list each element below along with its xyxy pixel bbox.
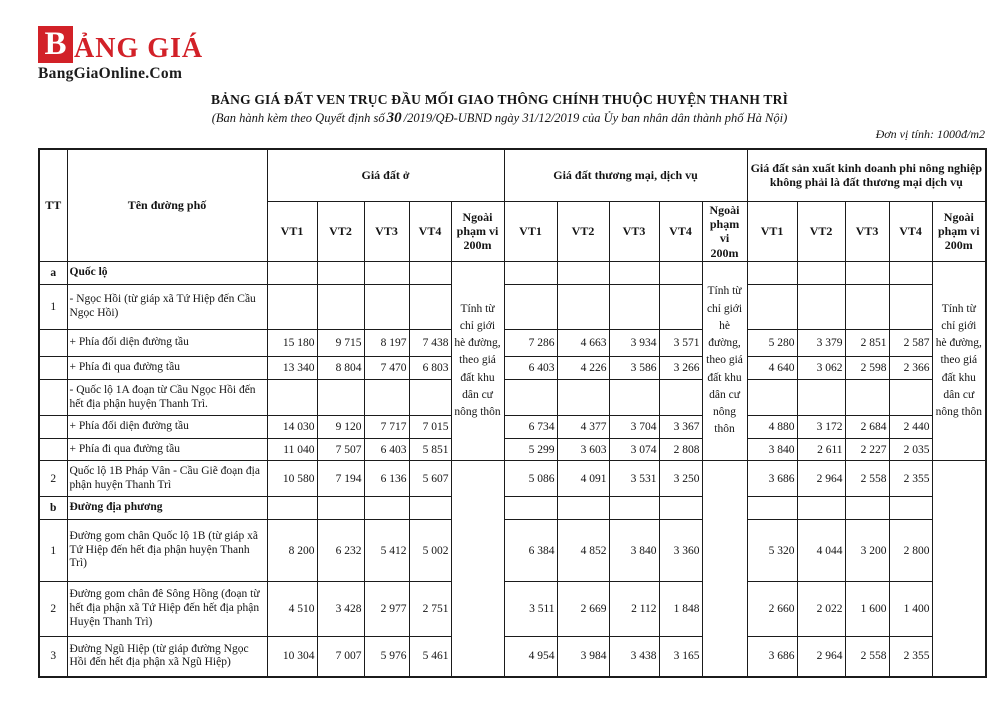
- header-street-name: Tên đường phố: [67, 149, 267, 262]
- row-name: - Ngọc Hồi (từ giáp xã Tứ Hiệp đến Cầu Ngọc Hồi): [67, 285, 267, 330]
- row-tt: [39, 416, 67, 439]
- row-value: 1 400: [889, 582, 932, 637]
- table-row: [39, 520, 986, 582]
- row-value: [267, 262, 317, 285]
- row-value: 7 438: [409, 330, 451, 357]
- row-value: 7 470: [364, 357, 409, 380]
- row-value: 3 984: [557, 637, 609, 677]
- row-tt: [39, 380, 67, 416]
- row-tt: [39, 439, 67, 461]
- row-name: Đường địa phương: [67, 497, 267, 520]
- row-value: 3 379: [797, 330, 845, 357]
- row-value: 2 684: [845, 416, 889, 439]
- row-value: 3 200: [845, 520, 889, 582]
- header-outside-200m: Ngoài phạm vi 200m: [932, 201, 986, 262]
- row-value: 2 440: [889, 416, 932, 439]
- row-tt: a: [39, 262, 67, 285]
- row-value: [659, 380, 702, 416]
- row-value: 8 197: [364, 330, 409, 357]
- header-vt4: VT4: [659, 201, 702, 262]
- document-subtitle: [0, 110, 999, 127]
- logo-site-url: BangGiaOnline.Com: [38, 65, 183, 82]
- row-value: 4 510: [267, 582, 317, 637]
- row-value: 2 977: [364, 582, 409, 637]
- row-value: 3 428: [317, 582, 364, 637]
- row-value: 2 660: [747, 582, 797, 637]
- row-value: 2 808: [659, 439, 702, 461]
- row-value: [609, 262, 659, 285]
- row-value: 2 800: [889, 520, 932, 582]
- row-name: Đường gom chân đê Sông Hồng (đoạn từ hết địa phận xã Tứ Hiệp đến hết địa phận Huyện Thanh Trì): [67, 582, 267, 637]
- row-value: 2 035: [889, 439, 932, 461]
- row-value: 6 403: [504, 357, 557, 380]
- row-tt: 1: [39, 520, 67, 582]
- row-value: 5 976: [364, 637, 409, 677]
- row-name: + Phía đối diện đường tầu: [67, 416, 267, 439]
- row-tt: [39, 357, 67, 380]
- decree-number: 30: [386, 110, 402, 126]
- row-value: [557, 285, 609, 330]
- row-value: [557, 380, 609, 416]
- row-tt: b: [39, 497, 67, 520]
- row-value: 2 851: [845, 330, 889, 357]
- row-value: 2 355: [889, 461, 932, 497]
- header-tt: TT: [39, 149, 67, 262]
- unit-note: Đơn vị tính: 1000đ/m2: [875, 127, 985, 141]
- row-value: 6 734: [504, 416, 557, 439]
- row-value: 13 340: [267, 357, 317, 380]
- header-vt2: VT2: [797, 201, 845, 262]
- row-value: [409, 497, 451, 520]
- row-name: - Quốc lộ 1A đoạn từ Cầu Ngọc Hồi đến hết địa phận huyện Thanh Trì.: [67, 380, 267, 416]
- row-value: 2 355: [889, 637, 932, 677]
- row-value: 2 964: [797, 637, 845, 677]
- row-value: 5 412: [364, 520, 409, 582]
- header-outside-200m: Ngoài phạm vi 200m: [702, 201, 747, 262]
- row-name: + Phía đi qua đường tầu: [67, 439, 267, 461]
- row-value: 3 062: [797, 357, 845, 380]
- row-value: 15 180: [267, 330, 317, 357]
- row-value: 3 438: [609, 637, 659, 677]
- row-value: 8 804: [317, 357, 364, 380]
- row-value: 4 091: [557, 461, 609, 497]
- row-value: 4 852: [557, 520, 609, 582]
- row-value: [659, 262, 702, 285]
- header-outside-200m: Ngoài phạm vi 200m: [451, 201, 504, 262]
- row-value: 7 286: [504, 330, 557, 357]
- row-value: 5 086: [504, 461, 557, 497]
- row-value: [845, 497, 889, 520]
- table-row-section-b: [39, 497, 986, 520]
- header-vt1: VT1: [267, 201, 317, 262]
- row-value: [364, 497, 409, 520]
- row-value: [504, 497, 557, 520]
- outside-note: Tính từ chỉ giới hè đường, theo giá đất khu dân cư nông thôn: [451, 262, 504, 461]
- row-value: 4 954: [504, 637, 557, 677]
- row-name: + Phía đi qua đường tầu: [67, 357, 267, 380]
- row-value: [364, 380, 409, 416]
- subtitle-prefix: (Ban hành kèm theo Quyết định số: [211, 111, 385, 125]
- table-row: [39, 637, 986, 677]
- row-value: 14 030: [267, 416, 317, 439]
- row-value: [889, 380, 932, 416]
- row-value: 7 717: [364, 416, 409, 439]
- row-value: 3 603: [557, 439, 609, 461]
- row-value: 3 511: [504, 582, 557, 637]
- row-value: 9 715: [317, 330, 364, 357]
- row-name: + Phía đối diện đường tầu: [67, 330, 267, 357]
- row-tt: [39, 330, 67, 357]
- row-value: 3 172: [797, 416, 845, 439]
- row-value: [267, 380, 317, 416]
- row-value: [797, 285, 845, 330]
- row-value: [889, 285, 932, 330]
- header-vt1: VT1: [747, 201, 797, 262]
- row-value: [609, 497, 659, 520]
- row-value: 11 040: [267, 439, 317, 461]
- row-value: [557, 497, 609, 520]
- row-value: 2 227: [845, 439, 889, 461]
- row-value: 2 598: [845, 357, 889, 380]
- row-value: [609, 285, 659, 330]
- outside-note: Tính từ chỉ giới hè đường, theo giá đất khu dân cư nông thôn: [932, 262, 986, 461]
- row-value: [409, 285, 451, 330]
- row-value: [504, 262, 557, 285]
- row-value: [889, 262, 932, 285]
- table-row: [39, 357, 986, 380]
- row-value: 5 461: [409, 637, 451, 677]
- row-value: [845, 285, 889, 330]
- table-row: [39, 461, 986, 497]
- row-value: 3 934: [609, 330, 659, 357]
- row-value: 2 964: [797, 461, 845, 497]
- row-value: 2 112: [609, 582, 659, 637]
- row-value: 2 587: [889, 330, 932, 357]
- row-value: 8 200: [267, 520, 317, 582]
- row-value: 3 840: [747, 439, 797, 461]
- header-vt2: VT2: [317, 201, 364, 262]
- row-name: Quốc lộ 1B Pháp Vân - Cầu Giẽ đoạn địa phận huyện Thanh Trì: [67, 461, 267, 497]
- row-value: 1 600: [845, 582, 889, 637]
- document-title: BẢNG GIÁ ĐẤT VEN TRỤC ĐẦU MỐI GIAO THÔNG CHÍNH THUỘC HUYỆN THANH TRÌ: [210, 92, 789, 107]
- row-tt: 2: [39, 582, 67, 637]
- row-value: 3 840: [609, 520, 659, 582]
- row-value: [317, 497, 364, 520]
- row-value: 7 507: [317, 439, 364, 461]
- outside-empty-cell: [451, 461, 504, 677]
- land-price-table: [38, 148, 987, 678]
- row-value: 3 074: [609, 439, 659, 461]
- row-value: 2 751: [409, 582, 451, 637]
- row-value: 5 320: [747, 520, 797, 582]
- row-name: Đường Ngũ Hiệp (từ giáp đường Ngọc Hồi đến hết địa phận xã Ngũ Hiệp): [67, 637, 267, 677]
- row-value: [504, 285, 557, 330]
- row-value: 6 136: [364, 461, 409, 497]
- row-value: 10 304: [267, 637, 317, 677]
- row-value: 3 531: [609, 461, 659, 497]
- row-value: 3 571: [659, 330, 702, 357]
- row-value: [845, 380, 889, 416]
- row-value: 7 194: [317, 461, 364, 497]
- header-vt2: VT2: [557, 201, 609, 262]
- row-value: 3 704: [609, 416, 659, 439]
- subtitle-suffix: /2019/QĐ-UBND ngày 31/12/2019 của Ủy ban nhân dân thành phố Hà Nội): [403, 111, 788, 125]
- table-row: [39, 439, 986, 461]
- table-row: [39, 330, 986, 357]
- table-row: [39, 285, 986, 330]
- logo-wordmark: [38, 26, 228, 63]
- row-tt: 2: [39, 461, 67, 497]
- logo-b-icon: B: [38, 26, 73, 63]
- row-value: 4 377: [557, 416, 609, 439]
- header-vt3: VT3: [364, 201, 409, 262]
- row-value: 2 558: [845, 637, 889, 677]
- row-value: [557, 262, 609, 285]
- header-vt3: VT3: [609, 201, 659, 262]
- row-value: [267, 285, 317, 330]
- table-row-section-a: [39, 262, 986, 285]
- row-value: 6 232: [317, 520, 364, 582]
- row-value: [747, 285, 797, 330]
- row-value: 6 803: [409, 357, 451, 380]
- row-value: [747, 380, 797, 416]
- row-value: 2 366: [889, 357, 932, 380]
- row-value: 4 226: [557, 357, 609, 380]
- row-value: 3 266: [659, 357, 702, 380]
- outside-empty-cell: [702, 461, 747, 677]
- row-value: [409, 380, 451, 416]
- row-value: 5 607: [409, 461, 451, 497]
- row-value: 2 022: [797, 582, 845, 637]
- row-value: 4 044: [797, 520, 845, 582]
- row-value: 5 280: [747, 330, 797, 357]
- header-vt4: VT4: [889, 201, 932, 262]
- row-value: [659, 285, 702, 330]
- outside-empty-cell: [932, 461, 986, 677]
- row-value: [845, 262, 889, 285]
- table-row: [39, 582, 986, 637]
- row-value: 3 165: [659, 637, 702, 677]
- row-value: [409, 262, 451, 285]
- header-vt3: VT3: [845, 201, 889, 262]
- table-row: [39, 416, 986, 439]
- row-value: 7 007: [317, 637, 364, 677]
- row-value: 2 611: [797, 439, 845, 461]
- row-name: Đường gom chân Quốc lộ 1B (từ giáp xã Tứ Hiệp đến hết địa phận huyện Thanh Trì): [67, 520, 267, 582]
- row-value: [317, 380, 364, 416]
- outside-note: Tính từ chỉ giới hè đường, theo giá đất khu dân cư nông thôn: [702, 262, 747, 461]
- header-vt4: VT4: [409, 201, 451, 262]
- row-value: 6 384: [504, 520, 557, 582]
- row-name: Quốc lộ: [67, 262, 267, 285]
- row-value: 5 002: [409, 520, 451, 582]
- row-tt: 1: [39, 285, 67, 330]
- row-value: [364, 262, 409, 285]
- row-value: 3 360: [659, 520, 702, 582]
- header-group-residential: Giá đất ở: [267, 149, 504, 201]
- row-value: [317, 262, 364, 285]
- row-value: 2 669: [557, 582, 609, 637]
- row-value: [364, 285, 409, 330]
- row-value: [889, 497, 932, 520]
- row-value: [609, 380, 659, 416]
- row-value: [267, 497, 317, 520]
- logo-wordmark-text: ẢNG GIÁ: [74, 33, 204, 64]
- row-value: 3 367: [659, 416, 702, 439]
- header-vt1: VT1: [504, 201, 557, 262]
- row-value: [797, 262, 845, 285]
- row-value: 7 015: [409, 416, 451, 439]
- row-value: 5 851: [409, 439, 451, 461]
- row-value: 1 848: [659, 582, 702, 637]
- row-value: 5 299: [504, 439, 557, 461]
- row-value: 4 640: [747, 357, 797, 380]
- row-value: 4 880: [747, 416, 797, 439]
- row-value: 3 250: [659, 461, 702, 497]
- table-row: [39, 380, 986, 416]
- row-value: [797, 380, 845, 416]
- row-tt: 3: [39, 637, 67, 677]
- row-value: [747, 497, 797, 520]
- row-value: [747, 262, 797, 285]
- row-value: [797, 497, 845, 520]
- header-group-production: Giá đất sản xuất kinh doanh phi nông nghiệp không phải là đất thương mại dịch vụ: [747, 149, 986, 201]
- row-value: 6 403: [364, 439, 409, 461]
- row-value: 3 586: [609, 357, 659, 380]
- row-value: 10 580: [267, 461, 317, 497]
- row-value: 4 663: [557, 330, 609, 357]
- row-value: 3 686: [747, 637, 797, 677]
- row-value: [317, 285, 364, 330]
- header-group-commercial: Giá đất thương mại, dịch vụ: [504, 149, 747, 201]
- row-value: [504, 380, 557, 416]
- row-value: [659, 497, 702, 520]
- row-value: 3 686: [747, 461, 797, 497]
- row-value: 2 558: [845, 461, 889, 497]
- row-value: 9 120: [317, 416, 364, 439]
- banggiaonline-logo: [38, 26, 228, 83]
